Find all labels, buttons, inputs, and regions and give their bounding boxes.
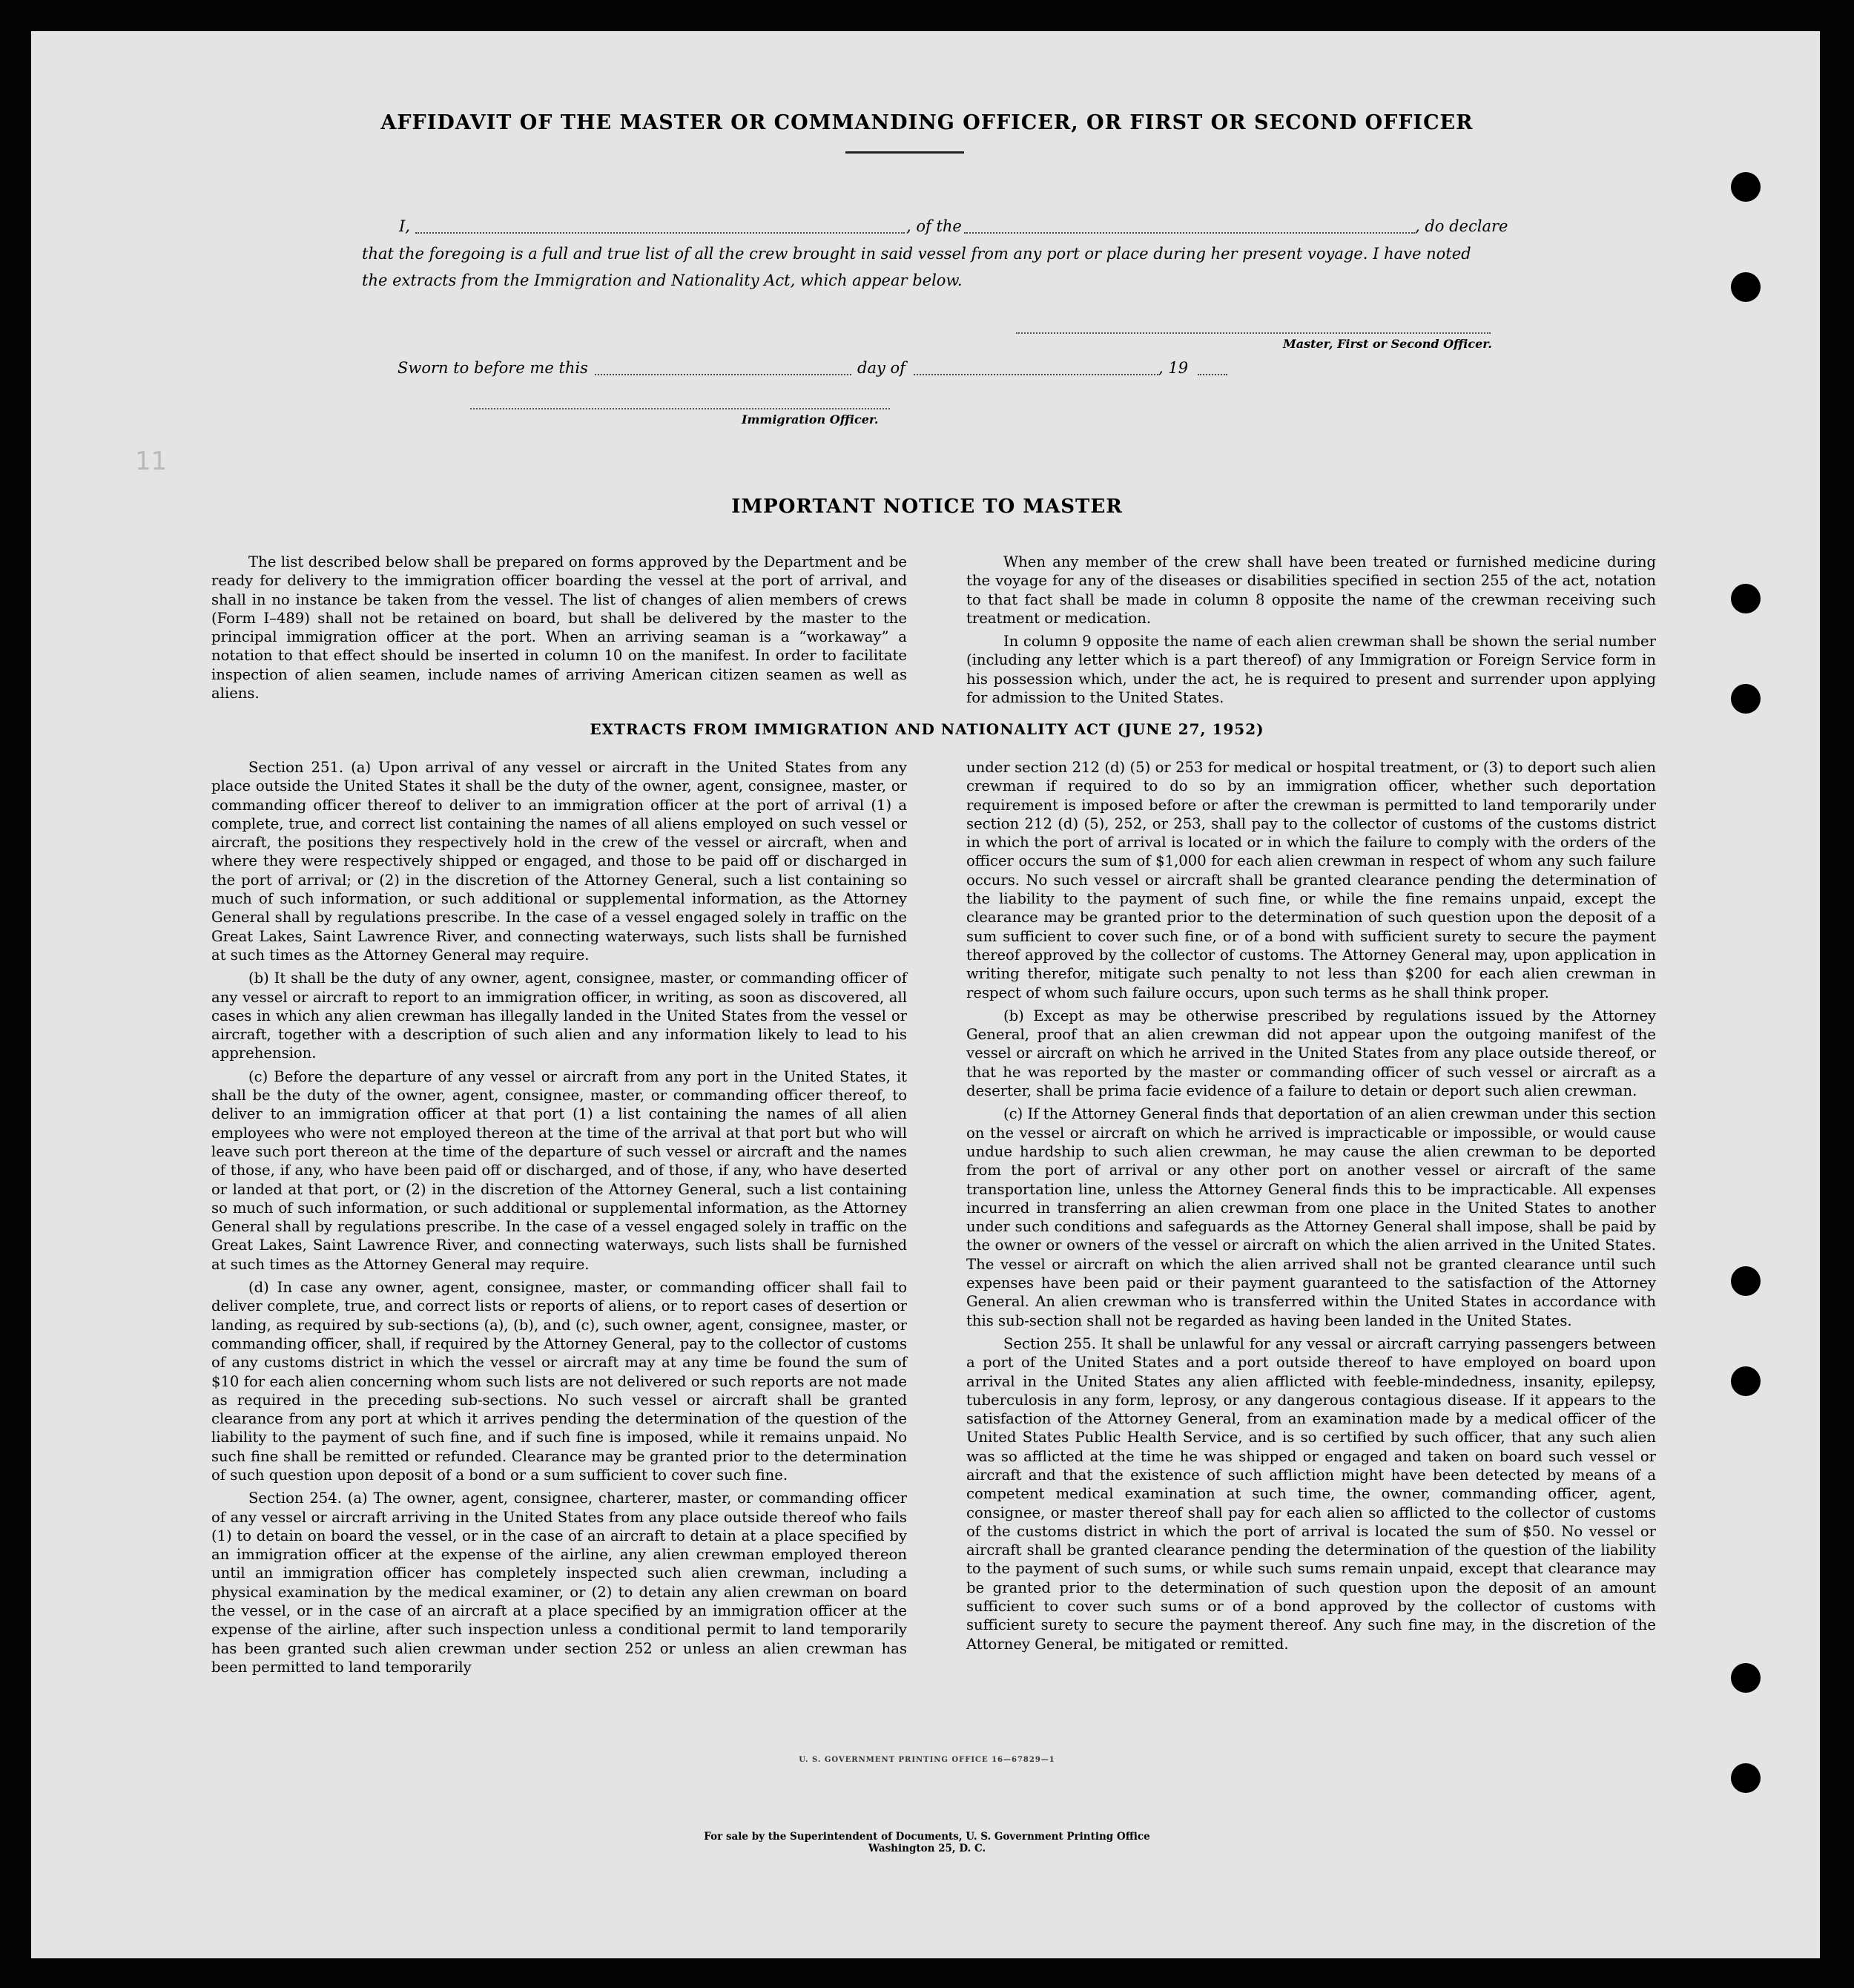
notice-paragraph: When any member of the crew shall have been treated or furnished medicine during the voyage for any of the diseases or disabilities specified in section 255 of the act, notation to that fact shall be made in column 8 opposite the name of the crewman receiving such treatment or medication. [966, 553, 1656, 627]
sworn-label: Sworn to before me this [397, 359, 588, 377]
section-251a: Section 251. (a) Upon arrival of any vessel or aircraft in the United States from any place outside the United States it shall be the duty of the owner, agent, consignee, master, or commanding officer thereof to deliver to an immigration officer at the port of arrival (1) a complete, true, and correct list containing the names of all aliens employed on such vessel or aircraft, the positions they respectively hold in the crew of the vessel or aircraft, when and where they were respectively shipped or engaged, and those to be paid off or discharged in the port of arrival; or (2) in the discretion of the Attorney General, such a list containing so much of such information, or such additional or supplemental information, as the Attorney General shall by regulations prescribe. In the case of a vessel engaged solely in traffic on the Great Lakes, Saint Lawrence River, and connecting waterways, such lists shall be furnished at such times as the Attorney General may require. [211, 759, 907, 964]
print-code: U. S. GOVERNMENT PRINTING OFFICE 16—67829—1 [799, 1756, 1055, 1764]
section-255: Section 255. It shall be unlawful for any vessal or aircraft carrying passengers between a port of the United States and a port outside thereof to have employed on board upon arrival in the United States any alien afflicted with feeble-mindedness, insanity, epilepsy, tuberculosis in any form, leprosy, or any dangerous contagious disease. If it appears to the satisfaction of the Attorney General, from an examination made by a medical officer of the United States Public Health Service, and is so certified by such officer, that any such alien was so afflicted at the time he was shipped or engaged and taken on board such vessel or aircraft and that the existence of such affliction might have been detected by means of a competent medical examination at such time, the owner, commanding officer, agent, consignee, or master thereof shall pay for each alien so afflicted to the collector of customs of the customs district in which the port of arrival is located the sum of $50. No vessel or aircraft shall be granted clearance pending the determination of the question of the liability to the payment of such sums, or while such sums remain unpaid, except that clearance may be granted prior to the determination of such question upon the deposit of an amount sufficient to cover such sums or of a bond approved by the collector of customs with sufficient surety to secure the payment thereof. Any such fine may, in the discretion of the Attorney General, be mitigated or remitted. [966, 1334, 1656, 1653]
binder-hole [1731, 684, 1761, 714]
notice-paragraph: The list described below shall be prepared on forms approved by the Department and be ready for delivery to the immigration officer boarding the vessel at the port of arrival, and shall in no instance be taken from the vessel. The list of changes of alien members of crews (Form I–489) shall not be retained on board, but shall be delivered by the master to the principal immigration officer at the port. When an arriving seaman is a “workaway” a notation to that effect should be inserted in column 10 on the manifest. In order to facilitate inspection of alien seamen, include names of arriving American citizen seamen as well as aliens. [211, 553, 907, 702]
section-251d: (d) In case any owner, agent, consignee, master, or commanding officer shall fail to deliver complete, true, and correct lists or reports of aliens, or to report cases of desertion or landing, as required by sub-sections (a), (b), and (c), such owner, agent, consignee, master, or commanding officer, shall, if required by the Attorney General, pay to the collector of customs of any customs district in which the vessel or aircraft may at any time be found the sum of $10 for each alien concerning whom such lists are not delivered or such reports are not made as required in the preceding sub-sections. No such vessel or aircraft shall be granted clearance from any port at which it arrives pending the determination of the question of the liability to the payment of such fine, and if such fine is imposed, while it remains unpaid. No such fine shall be remitted or refunded. Clearance may be granted prior to the determination of such question upon deposit of a bond or a sum sufficient to cover such fine. [211, 1279, 907, 1484]
sale-line: For sale by the Superintendent of Documents, U. S. Government Printing Office [704, 1831, 1150, 1843]
show-through-mark: 11 [135, 447, 168, 476]
notice-left-column [211, 553, 907, 707]
binder-hole [1731, 1763, 1761, 1793]
affidavit-title: AFFIDAVIT OF THE MASTER OR COMMANDING OFFICER, OR FIRST OR SECOND OFFICER [380, 111, 1474, 134]
section-254a-continued: under section 212 (d) (5) or 253 for medical or hospital treatment, or (3) to deport such alien crewman if required to do so by an immigration officer, whether such deportation requirement is imposed before or after the crewman is permitted to land temporarily under section 212 (d) (5), 252, or 253, shall pay to the collector of customs of the customs district in which the port of arrival is located or in which the failure to comply with the orders of the officer occurs the sum of $1,000 for each alien crewman in respect of whom any such failure occurs. No such vessel or aircraft shall be granted clearance pending the determination of the liability to the payment of such fine, or while the fine remains unpaid, except the clearance may be granted prior to the determination of such question upon the deposit of a sum sufficient to cover such fine, or of a bond with sufficient surety to secure the payment thereof approved by the collector of customs. The Attorney General may, upon application in writing therefor, mitigate such penalty to not less than $200 for each alien crewman in respect of whom such failure occurs, upon such terms as he shall think proper. [966, 759, 1656, 1001]
sworn-month-line [914, 374, 1158, 375]
immigration-signature-line [470, 408, 890, 409]
declaration-of-label: , of the [906, 217, 962, 235]
binder-hole [1731, 272, 1761, 302]
binder-hole [1731, 1366, 1761, 1396]
day-of-label: day of [857, 359, 905, 377]
section-254c: (c) If the Attorney General finds that deportation of an alien crewman under this section on the vessel or aircraft on which he arrived is impracticable or impossible, or would cause undue hardship to such alien crewman, he may cause the alien crewman to be deported from the port of arrival or any other port on another vessel or aircraft of the same transportation line, unless the Attorney General finds this to be impracticable. All expenses incurred in transferring an alien crewman from one place in the United States to another under such conditions and safeguards as the Attorney General shall impose, shall be paid by the owner or owners of the vessel or aircraft on which the alien arrived in the United States. The vessel or aircraft on which the alien arrived shall not be granted clearance until such expenses have been paid or their payment guaranteed to the satisfaction of the Attorney General. An alien crewman who is transferred within the United States in accordance with this sub-section shall not be regarded as having been landed in the United States. [966, 1105, 1656, 1329]
name-line [415, 232, 905, 234]
notice-paragraph: In column 9 opposite the name of each alien crewman shall be shown the serial number (including any letter which is a part thereof) of any Immigration or Foreign Service form in his possession which, under the act, he is required to present and surrender upon applying for admission to the United States. [966, 633, 1656, 707]
extracts-right-column [966, 758, 1656, 1658]
section-254a: Section 254. (a) The owner, agent, consignee, charterer, master, or commanding officer of any vessel or aircraft arriving in the United States from any place outside thereof who fails (1) to detain on board the vessel, or in the case of an aircraft to detain at a place specified by an immigration officer at the expense of the airline, any alien crewman employed thereon until an immigration officer has completely inspected such alien crewman, including a physical examination by the medical examiner, or (2) to detain any alien crewman on board the vessel, or in the case of an aircraft at a place specified by an immigration officer at the expense of the airline, after such inspection unless a conditional permit to land temporarily has been granted such alien crewman under section 252 or unless an alien crewman has been permitted to land temporarily [211, 1490, 907, 1676]
sale-line: Washington 25, D. C. [868, 1843, 986, 1854]
sale-notice [0, 1831, 1854, 1854]
binder-hole [1731, 584, 1761, 613]
binder-hole [1731, 172, 1761, 202]
declaration-i-label: I, [399, 217, 410, 235]
declaration-statement: the extracts from the Immigration and Nationality Act, which appear below. [362, 271, 963, 289]
section-251b: (b) It shall be the duty of any owner, agent, consignee, master, or commanding officer of any vessel or aircraft to report to an immigration officer, in writing, as soon as discovered, all cases in which any alien crewman has illegally landed in the United States from the vessel or aircraft, together with a description of such alien and any information likely to lead to his apprehension. [211, 970, 907, 1062]
declaration-declare-label: , do declare [1415, 217, 1508, 235]
binder-hole [1731, 1663, 1761, 1693]
notice-title: IMPORTANT NOTICE TO MASTER [731, 496, 1123, 518]
section-251c: (c) Before the departure of any vessel or aircraft from any port in the United States, it shall be the duty of the owner, agent, consignee, master, or commanding officer thereof, to deliver to an immigration officer at that port (1) a list containing the names of all alien employees who were not employed thereon at the time of the arrival at that port but who will leave such port thereon at the time of the departure of such vessel or aircraft and the names of those, if any, who have been paid off or discharged, and of those, if any, who have deserted or landed at that port, or (2) in the discretion of the Attorney General, such a list containing so much of such information, or such additional or supplemental information, as the Attorney General shall by regulations prescribe. In the case of a vessel engaged solely in traffic on the Great Lakes, Saint Lawrence River, and connecting waterways, such lists shall be furnished at such times as the Attorney General may require. [211, 1067, 907, 1273]
vessel-line [964, 232, 1415, 234]
notice-right-column [966, 553, 1656, 711]
declaration-statement: that the foregoing is a full and true list of all the crew brought in said vessel from any port or place during her present voyage. I have noted [362, 245, 1471, 263]
extracts-title: EXTRACTS FROM IMMIGRATION AND NATIONALITY ACT (JUNE 27, 1952) [590, 720, 1264, 738]
master-signature-caption: Master, First or Second Officer. [1283, 337, 1492, 351]
sworn-day-line [595, 374, 851, 375]
extracts-left-column [211, 758, 907, 1681]
binder-hole [1731, 1266, 1761, 1296]
title-rule [845, 151, 964, 154]
immigration-officer-caption: Immigration Officer. [742, 412, 879, 427]
master-signature-line [1016, 332, 1491, 334]
year-label: , 19 [1158, 359, 1189, 377]
section-254b: (b) Except as may be otherwise prescribed by regulations issued by the Attorney General, proof that an alien crewman did not appear upon the outgoing manifest of the vessel or aircraft on which he arrived in the United States from any place outside thereof, or that he was reported by the master or commanding officer of such vessel or aircraft as a deserter, shall be prima facie evidence of a failure to detain or deport such alien crewman. [966, 1007, 1656, 1100]
sworn-year-line [1198, 374, 1227, 375]
